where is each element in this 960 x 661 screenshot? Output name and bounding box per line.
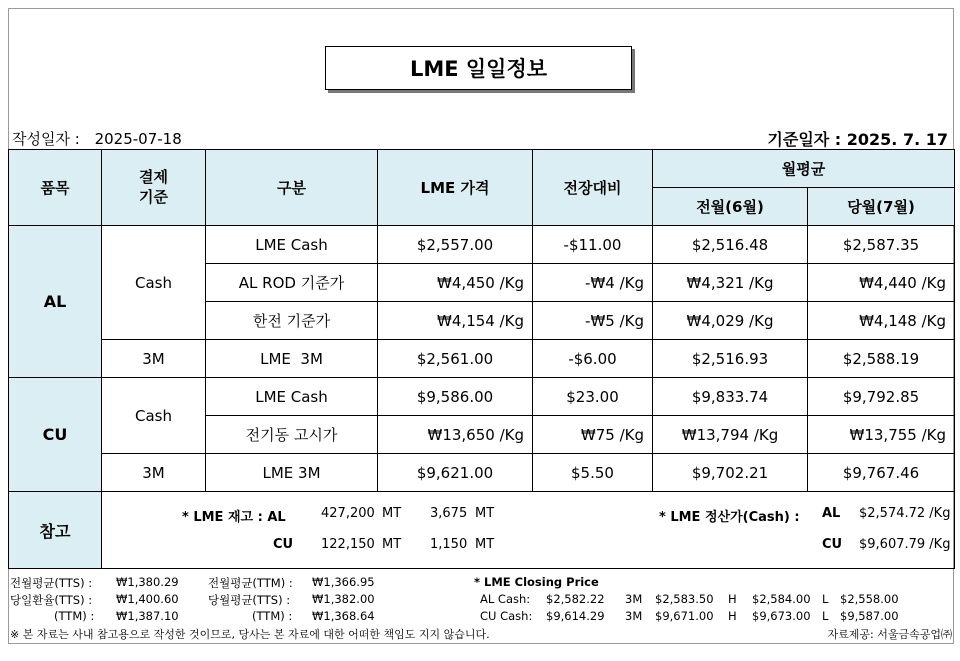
cu-stock-label: CU — [273, 537, 294, 552]
stock-label: * LME 재고 : AL — [182, 510, 286, 525]
cur-month-tts-value: ₩1,382.00 — [312, 592, 375, 606]
row-name: LME 3M — [206, 454, 378, 492]
prev-month-avg: $2,516.93 — [653, 340, 808, 378]
header-division: 구분 — [206, 150, 378, 226]
prev-month-avg: ₩4,029 /Kg — [653, 302, 808, 340]
written-date-value: 2025-07-18 — [94, 130, 182, 148]
today-tts-label: 당일환율(TTS) : — [10, 593, 93, 607]
disclaimer: ※ 본 자료는 사내 참고용으로 작성한 것이므로, 당사는 본 자료에 대한 어떠한 책임도 지지 않습니다. — [10, 628, 490, 641]
cu-row-cash — [9, 378, 955, 416]
cu-cash-value: $9,614.29 — [546, 609, 605, 623]
reference-label: 참고 — [9, 492, 102, 569]
prev-month-ttm-label: 전월평균(TTM) : — [208, 576, 293, 590]
prev-month-ttm-value: ₩1,366.95 — [312, 575, 375, 589]
lme-price: ₩13,650 /Kg — [378, 416, 533, 454]
prev-day-change: $5.50 — [533, 454, 653, 492]
cu-stock-unit: MT — [382, 537, 402, 552]
prev-day-change: -₩4 /Kg — [533, 264, 653, 302]
reference-row — [9, 492, 955, 569]
cur-month-tts-label: 당월평균(TTS) : — [208, 593, 291, 607]
al-stock-unit: MT — [382, 506, 402, 521]
closing-price-label: * LME Closing Price — [474, 575, 599, 589]
cu-3m-value: $9,671.00 — [655, 609, 714, 623]
cu-row-3m — [9, 454, 955, 492]
lme-price: $9,621.00 — [378, 454, 533, 492]
al-cash-value: $2,582.22 — [546, 592, 605, 606]
header-prev-month: 전월(6월) — [653, 188, 808, 226]
header-lme-price: LME 가격 — [378, 150, 533, 226]
lme-price: ₩4,154 /Kg — [378, 302, 533, 340]
prev-month-avg: $9,833.74 — [653, 378, 808, 416]
report-title: LME 일일정보 — [325, 46, 632, 90]
al-row-cash — [9, 226, 955, 264]
settle-cu-label: CU — [822, 537, 843, 552]
cu-low-value: $9,587.00 — [840, 609, 899, 623]
cur-month-avg: $2,588.19 — [808, 340, 955, 378]
cu-3m-label: 3M — [625, 609, 643, 623]
row-name: LME Cash — [206, 378, 378, 416]
cu-low-label: L — [822, 609, 829, 623]
row-name: LME 3M — [206, 340, 378, 378]
row-name: LME Cash — [206, 226, 378, 264]
cu-high-value: $9,673.00 — [752, 609, 811, 623]
cu-cash-label: CU Cash: — [480, 609, 533, 623]
row-name: AL ROD 기준가 — [206, 264, 378, 302]
lme-price: $2,561.00 — [378, 340, 533, 378]
cu-3m-basis: 3M — [102, 454, 206, 492]
lme-price: $2,557.00 — [378, 226, 533, 264]
lme-price: $9,586.00 — [378, 378, 533, 416]
prev-day-change: -$6.00 — [533, 340, 653, 378]
prev-day-change: $23.00 — [533, 378, 653, 416]
cur-month-avg: $9,792.85 — [808, 378, 955, 416]
today-tts-value: ₩1,400.60 — [116, 592, 179, 606]
prev-month-tts-value: ₩1,380.29 — [116, 575, 179, 589]
cur-month-ttm-value: ₩1,368.64 — [312, 609, 375, 623]
cur-month-avg: ₩4,148 /Kg — [808, 302, 955, 340]
al-stock: 427,200 — [321, 506, 375, 521]
lme-price-table — [8, 149, 955, 569]
al-low-label: L — [822, 592, 829, 606]
al-stock-change: 3,675 — [430, 506, 468, 521]
cu-change-unit: MT — [475, 537, 495, 552]
prev-month-avg: ₩13,794 /Kg — [653, 416, 808, 454]
prev-month-avg: ₩4,321 /Kg — [653, 264, 808, 302]
prev-day-change: -₩5 /Kg — [533, 302, 653, 340]
row-name: 한전 기준가 — [206, 302, 378, 340]
today-ttm-value: ₩1,387.10 — [116, 609, 179, 623]
data-source: 자료제공: 서울금속공업㈜ — [827, 628, 952, 641]
prev-month-avg: $2,516.48 — [653, 226, 808, 264]
lme-price: ₩4,450 /Kg — [378, 264, 533, 302]
cu-high-label: H — [728, 609, 737, 623]
al-3m-label: 3M — [625, 592, 643, 606]
base-date: 기준일자 : 2025. 7. 17 — [767, 130, 948, 149]
cur-month-avg: $2,587.35 — [808, 226, 955, 264]
al-row-3m — [9, 340, 955, 378]
prev-month-avg: $9,702.21 — [653, 454, 808, 492]
settle-al-label: AL — [822, 506, 841, 521]
header-prev-day: 전장대비 — [533, 150, 653, 226]
al-high-value: $2,584.00 — [752, 592, 811, 606]
header-settle-basis: 결제 기준 — [102, 150, 206, 226]
cu-stock: 122,150 — [321, 537, 375, 552]
al-cash-basis: Cash — [102, 226, 206, 340]
reference-content — [102, 492, 955, 569]
cur-month-avg: ₩13,755 /Kg — [808, 416, 955, 454]
settle-al-value: $2,574.72 /Kg — [859, 506, 951, 521]
cu-cash-basis: Cash — [102, 378, 206, 454]
cur-month-avg: $9,767.46 — [808, 454, 955, 492]
header-item: 품목 — [9, 150, 102, 226]
cur-month-avg: ₩4,440 /Kg — [808, 264, 955, 302]
cu-label: CU — [9, 378, 102, 492]
prev-month-tts-label: 전월평균(TTS) : — [10, 576, 93, 590]
al-3m-basis: 3M — [102, 340, 206, 378]
cu-stock-change: 1,150 — [430, 537, 468, 552]
row-name: 전기동 고시가 — [206, 416, 378, 454]
written-date — [12, 128, 182, 149]
prev-day-change: ₩75 /Kg — [533, 416, 653, 454]
al-change-unit: MT — [475, 506, 495, 521]
al-cash-label: AL Cash: — [480, 592, 531, 606]
al-3m-value: $2,583.50 — [655, 592, 714, 606]
today-ttm-label: (TTM) : — [54, 609, 95, 623]
al-high-label: H — [728, 592, 737, 606]
header-monthly-avg: 월평균 — [653, 150, 955, 188]
header-cur-month: 당월(7월) — [808, 188, 955, 226]
prev-day-change: -$11.00 — [533, 226, 653, 264]
settle-label: * LME 정산가(Cash) : — [659, 510, 800, 525]
al-label: AL — [9, 226, 102, 378]
written-date-label: 작성일자 : — [12, 130, 80, 148]
cur-month-ttm-label: (TTM) : — [252, 609, 293, 623]
settle-cu-value: $9,607.79 /Kg — [859, 537, 951, 552]
al-low-value: $2,558.00 — [840, 592, 899, 606]
